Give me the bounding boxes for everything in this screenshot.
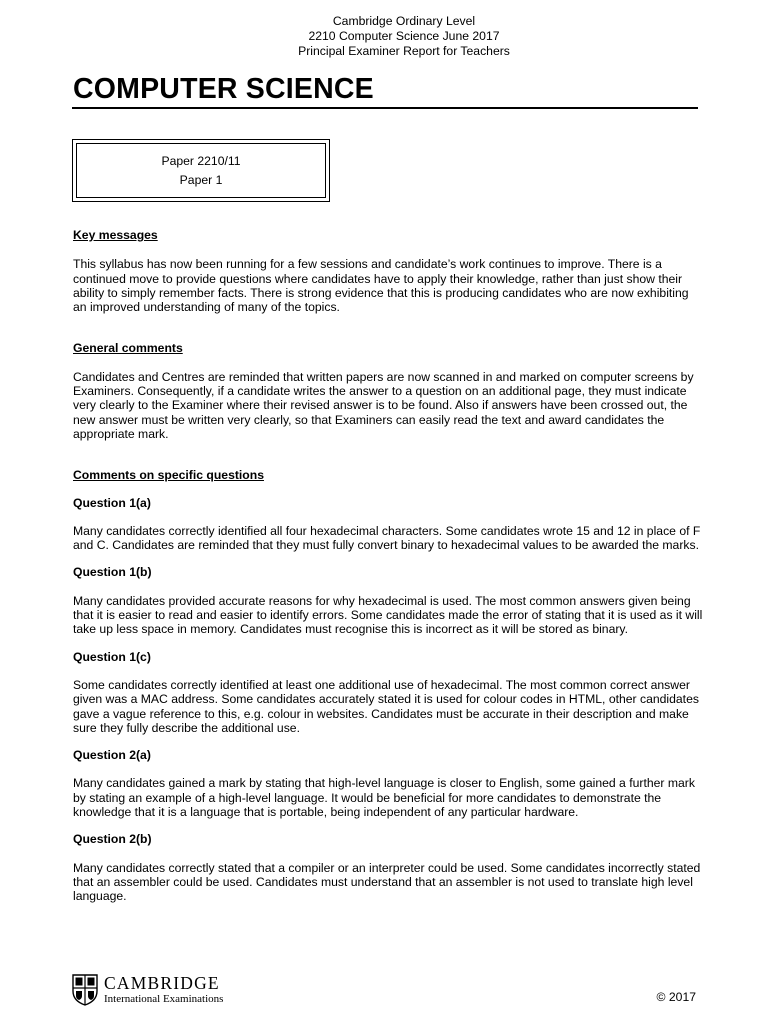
question-heading: Question 2(a)	[73, 748, 151, 763]
cambridge-logo	[72, 972, 223, 1008]
question-text: Many candidates correctly identified all four hexadecimal characters. Some candidates wrote 15 and 12 in place of F and C. Candidates are reminded that they must fully convert binary to hexadecimal values to be awarded the marks.	[73, 523, 701, 553]
key-messages-text: This syllabus has now been running for a few sessions and candidate’s work continues to improve. There is a continued move to provide questions where candidates have to apply their knowledge, rather than just show their ability to simply remember facts. There is strong evidence that this is producing candidates who are now exhibiting an improved understanding of many of the topics.	[73, 257, 689, 315]
report-body	[73, 228, 703, 904]
logo-title: CAMBRIDGE	[104, 972, 220, 993]
question-heading: Question 1(a)	[73, 495, 151, 510]
general-comments-heading: General comments	[73, 341, 183, 356]
question-text: Many candidates correctly stated that a compiler or an interpreter could be used. Some candidates incorrectly stated that an assembler could be used. Candidates must understand that an assembler is not used to translate high level language.	[73, 860, 701, 904]
paper-box	[72, 139, 330, 202]
question-text: Some candidates correctly identified at least one additional use of hexadecimal. The most common correct answer given was a MAC address. Some candidates accurately stated it is used for colour codes in HTML, other candidates gave a vague reference to this, e.g. colour in websites. Candidates must be accurate in their description and make sure they fully describe the additional use.	[73, 677, 699, 735]
paper-box-inner	[76, 143, 326, 198]
paper-number: Paper 1	[179, 173, 223, 187]
question-text: Many candidates provided accurate reasons for why hexadecimal is used. The most common answers given being that it is easier to read and easier to identify errors. Some candidates made the error of stating that it is used as it will take up less space in memory. Candidates must recognise this is incorrect as it will be stored as binary.	[73, 593, 703, 637]
question-heading: Question 2(b)	[73, 832, 152, 847]
key-messages-heading: Key messages	[73, 228, 158, 242]
general-comments-text: Candidates and Centres are reminded that written papers are now scanned in and marked on computer screens by Examiners. Consequently, if a candidate writes the answer to a question on an additional page, they must indicate very clearly to the Examiner where their revised answer is to be found. Also if answers have been crossed out, the new answer must be written very clearly, so that Examiners can easily read the text and award candidates the appropriate mark.	[73, 369, 694, 441]
question-heading: Question 1(b)	[73, 565, 152, 580]
title-divider	[72, 107, 698, 109]
question-text: Many candidates gained a mark by stating that high-level language is closer to English, some gained a further mark by stating an example of a high-level language. It would be beneficial for more candidates to demonstrate the knowledge that it is a language that is portable, being independent of any particular hardware.	[73, 776, 695, 820]
logo-subtitle: International Examinations	[104, 993, 224, 1006]
paper-code: Paper 2210/11	[161, 154, 241, 168]
crest-icon	[72, 974, 98, 1006]
header-line-2: 2210 Computer Science June 2017	[308, 29, 500, 43]
question-heading: Question 1(c)	[73, 649, 151, 664]
header-line-3: Principal Examiner Report for Teachers	[298, 44, 510, 58]
logo-wordmark	[104, 972, 224, 1006]
copyright: © 2017	[656, 990, 696, 1004]
specific-questions-heading: Comments on specific questions	[73, 468, 264, 483]
page-title: COMPUTER SCIENCE	[73, 73, 374, 105]
running-header	[0, 14, 768, 59]
header-line-1: Cambridge Ordinary Level	[332, 14, 476, 28]
